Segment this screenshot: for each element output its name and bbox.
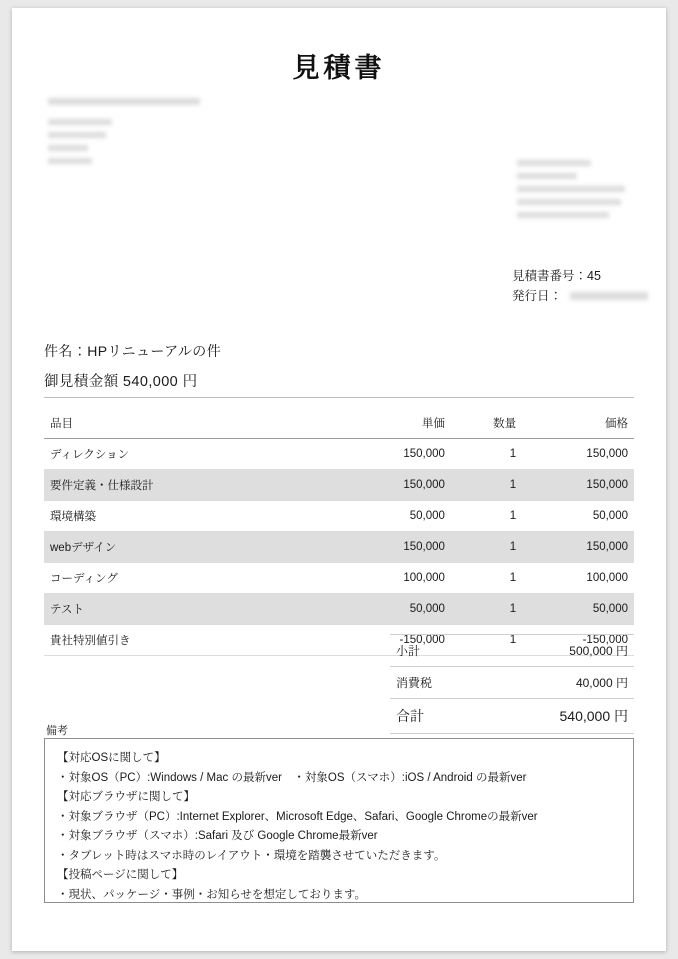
cell-quantity: 1 xyxy=(451,470,522,501)
note-line: 【対応OSに関して】 xyxy=(57,752,166,764)
issuer-block-redacted xyxy=(517,160,625,225)
cell-item: テスト xyxy=(44,594,339,625)
cell-amount: -150,000 xyxy=(522,625,634,656)
header-quantity: 数量 xyxy=(451,411,522,439)
recipient-line-3 xyxy=(48,132,106,138)
table-row xyxy=(44,501,634,532)
table-row xyxy=(44,594,634,625)
total-headline: 御見積金額 540,000 円 xyxy=(44,370,634,398)
cell-amount: 150,000 xyxy=(522,439,634,470)
table-header-row xyxy=(44,411,634,439)
recipient-line-5 xyxy=(48,158,92,164)
table-row xyxy=(44,470,634,501)
cell-quantity: 1 xyxy=(451,625,522,656)
quote-number-row xyxy=(512,266,648,286)
cell-item: webデザイン xyxy=(44,532,339,563)
quote-number-label: 見積書番号：45 xyxy=(512,269,601,283)
cell-amount: 150,000 xyxy=(522,470,634,501)
cell-item: ディレクション xyxy=(44,439,339,470)
subtotal-value: 500,000 円 xyxy=(481,635,634,667)
note-line: ・タブレット時はスマホ時のレイアウト・環境を踏襲させていただきます。 xyxy=(57,849,446,862)
subtotal-label: 小計 xyxy=(390,635,481,667)
page-title: 見積書 xyxy=(292,53,386,83)
total-label: 合計 xyxy=(390,699,481,734)
note-line: ・対象OS（PC）:Windows / Mac の最新ver ・対象OS（スマホ）:iOS / Android の最新ver xyxy=(57,771,527,784)
note-line: 【対応ブラウザに関して】 xyxy=(57,791,195,803)
recipient-line-2 xyxy=(48,119,112,125)
header-amount: 価格 xyxy=(522,411,634,439)
cell-unit-price: 100,000 xyxy=(339,563,451,594)
issue-date-label: 発行日： xyxy=(512,289,563,303)
issue-date-value-redacted xyxy=(570,292,648,300)
summary-row-total xyxy=(390,699,634,734)
cell-amount: 50,000 xyxy=(522,594,634,625)
header-item: 品目 xyxy=(44,411,339,439)
table-row xyxy=(44,563,634,594)
line-items-table xyxy=(44,411,634,656)
cell-item: 要件定義・仕様設計 xyxy=(44,470,339,501)
summary-table xyxy=(390,634,634,734)
cell-unit-price: 150,000 xyxy=(339,532,451,563)
issuer-line-4 xyxy=(517,199,621,205)
recipient-line-4 xyxy=(48,145,88,151)
cell-unit-price: 50,000 xyxy=(339,594,451,625)
cell-unit-price: 50,000 xyxy=(339,501,451,532)
cell-quantity: 1 xyxy=(451,439,522,470)
cell-item: 貴社特別値引き xyxy=(44,625,339,656)
header-unit-price: 単価 xyxy=(339,411,451,439)
cell-quantity: 1 xyxy=(451,501,522,532)
note-line: 【投稿ページに関して】 xyxy=(57,869,184,881)
cell-item: 環境構築 xyxy=(44,501,339,532)
issuer-line-1 xyxy=(517,160,591,166)
quotation-document-page xyxy=(12,8,666,951)
table-row xyxy=(44,532,634,563)
issuer-line-3 xyxy=(517,186,625,192)
note-line: ・対象ブラウザ（PC）:Internet Explorer、Microsoft Edge、Safari、Google Chromeの最新ver xyxy=(57,810,538,823)
tax-value: 40,000 円 xyxy=(481,667,634,699)
tax-label: 消費税 xyxy=(390,667,481,699)
cell-quantity: 1 xyxy=(451,532,522,563)
total-value: 540,000 円 xyxy=(481,699,634,734)
note-line: ・対象ブラウザ（スマホ）:Safari 及び Google Chrome最新ver xyxy=(57,830,378,842)
cell-amount: 150,000 xyxy=(522,532,634,563)
notes-box xyxy=(44,738,634,903)
cell-amount: 100,000 xyxy=(522,563,634,594)
summary-row-tax xyxy=(390,667,634,699)
subject-line: 件名：HPリニューアルの件 xyxy=(44,343,222,359)
issue-date-row xyxy=(512,286,648,306)
table-row xyxy=(44,439,634,470)
issuer-line-2 xyxy=(517,173,577,179)
recipient-block-redacted xyxy=(48,98,200,171)
recipient-line-1 xyxy=(48,98,200,105)
cell-quantity: 1 xyxy=(451,594,522,625)
cell-item: コーディング xyxy=(44,563,339,594)
cell-unit-price: -150,000 xyxy=(339,625,451,656)
notes-label: 備考 xyxy=(46,725,68,737)
cell-amount: 50,000 xyxy=(522,501,634,532)
cell-quantity: 1 xyxy=(451,563,522,594)
note-line: ・現状、パッケージ・事例・お知らせを想定しております。 xyxy=(57,888,367,901)
cell-unit-price: 150,000 xyxy=(339,470,451,501)
cell-unit-price: 150,000 xyxy=(339,439,451,470)
issuer-line-5 xyxy=(517,212,609,218)
quote-meta xyxy=(512,266,648,306)
summary-row-subtotal xyxy=(390,635,634,667)
